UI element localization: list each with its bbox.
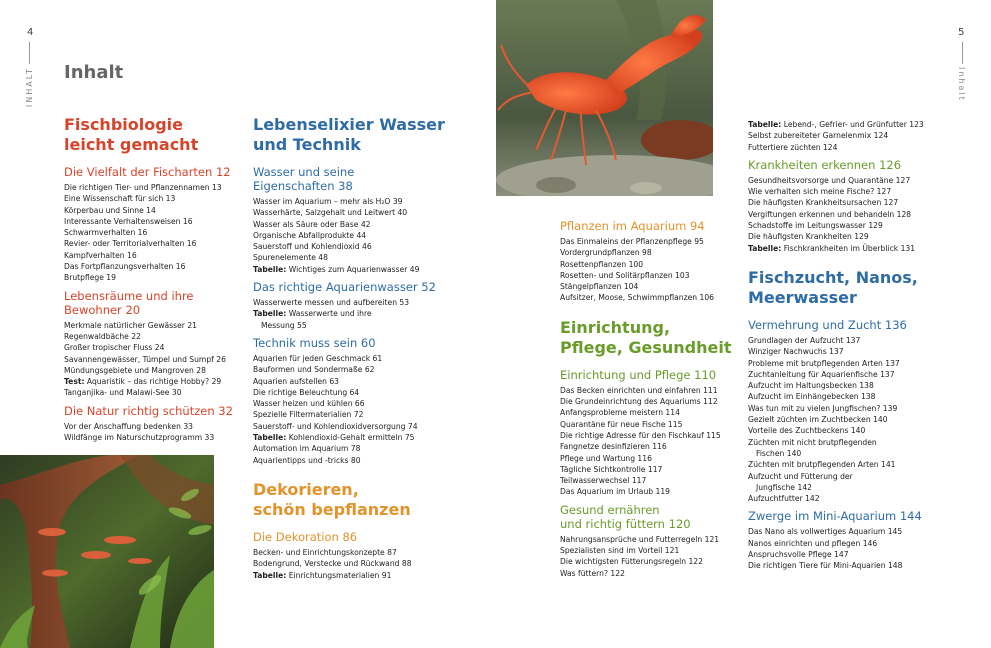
toc-entry — [64, 342, 249, 353]
running-head-right: Inhalt — [957, 67, 966, 102]
toc-entry-text: Bauformen und Sondermaße 62 — [253, 365, 375, 375]
toc-entry — [253, 308, 453, 319]
toc-entry — [560, 247, 745, 258]
toc-entry-text: Die häufigsten Krankheitsursachen 127 — [748, 198, 899, 208]
section-heading — [560, 368, 745, 382]
chapter-heading-line: Lebenselixier Wasser — [253, 115, 445, 134]
toc-entry — [64, 387, 249, 398]
toc-entry-text: Gezielt züchten im Zuchtbecken 140 — [748, 415, 888, 425]
chapter-heading — [253, 480, 453, 520]
toc-entry-text: Wasser im Aquarium – mehr als H₂O 39 — [253, 197, 403, 206]
toc-entry — [748, 493, 948, 504]
toc-entry — [560, 396, 745, 407]
toc-entry-text: Wasserwerte messen und aufbereiten 53 — [253, 298, 410, 308]
toc-entry-text: Tägliche Sichtkontrolle 117 — [560, 464, 663, 474]
toc-entry — [748, 526, 948, 537]
toc-entry — [253, 387, 453, 398]
toc-entry — [253, 421, 453, 432]
section-heading — [253, 336, 453, 350]
page-number-right: 5 — [958, 27, 965, 38]
toc-entry-text: Sauerstoff- und Kohlendioxidversorgung 74 — [253, 421, 418, 431]
toc-entry — [253, 398, 453, 409]
toc-entry-text: Aufsitzer, Moose, Schwimmpflanzen 106 — [560, 293, 715, 303]
toc-entry-text: Fischen 140 — [756, 448, 802, 458]
section-heading-line: Die Natur richtig schützen 32 — [64, 403, 233, 418]
page-title: Inhalt — [64, 62, 124, 83]
toc-entry — [748, 243, 948, 254]
chapter-heading-line: Fischbiologie — [64, 115, 184, 134]
toc-entry-text: Messung 55 — [261, 320, 307, 330]
toc-entry — [253, 570, 453, 581]
toc-entry-text: Zuchtanleitung für Aquarienfische 137 — [748, 369, 895, 379]
toc-entry-text: Die richtigen Tier- und Pflanzennamen 13 — [64, 183, 222, 192]
toc-entry — [64, 238, 249, 249]
toc-entry-text: Anfangsprobleme meistern 114 — [560, 408, 680, 418]
toc-entry-text: Aquarien für jeden Geschmack 61 — [253, 353, 383, 363]
toc-entry-text: Wasserhärte, Salzgehalt und Leitwert 40 — [253, 208, 408, 218]
toc-entry-text: Quarantäne für neue Fische 115 — [560, 419, 683, 429]
section-heading-line: Bewohner 20 — [64, 302, 141, 317]
section-heading — [253, 530, 453, 544]
toc-entry-text: Organische Abfallprodukte 44 — [253, 230, 367, 240]
toc-entry-text: Die wichtigsten Fütterungsregeln 122 — [560, 557, 703, 567]
section-heading — [748, 318, 948, 332]
toc-entry — [253, 547, 453, 558]
toc-entry-label: Tabelle: — [748, 243, 782, 253]
chapter-heading — [560, 318, 745, 358]
toc-entry-text: Vor der Anschaffung bedenken 33 — [64, 421, 193, 431]
toc-entry-text: Spezialisten sind im Vorteil 121 — [560, 546, 680, 556]
toc-entry — [253, 455, 453, 466]
toc-column-1 — [64, 115, 249, 443]
toc-entry — [560, 281, 745, 292]
toc-entry-text: Nanos einrichten und pflegen 146 — [748, 538, 878, 548]
toc-entry — [560, 545, 745, 556]
toc-entry-text: Mündungsgebiete und Mangroven 28 — [64, 365, 206, 375]
toc-entry — [64, 250, 249, 261]
toc-entry — [560, 464, 745, 475]
toc-entry — [64, 421, 249, 432]
section-heading — [64, 404, 249, 418]
toc-entry — [748, 119, 948, 130]
toc-entry — [560, 568, 745, 579]
toc-entry-label: Tabelle: — [253, 570, 287, 580]
toc-entry — [748, 459, 948, 470]
chapter-heading — [748, 268, 948, 308]
section-heading-line: Vermehrung und Zucht 136 — [748, 317, 907, 332]
toc-entry — [253, 252, 453, 263]
toc-entry — [64, 205, 249, 216]
running-head-left: INHALT — [25, 67, 34, 108]
toc-entry-text: Das Becken einrichten und einfahren 111 — [560, 385, 718, 395]
toc-entry — [253, 353, 453, 364]
toc-entry — [748, 482, 948, 493]
section-heading-line: Wasser und seine — [253, 165, 355, 179]
toc-entry-text: Schwarmverhalten 16 — [64, 228, 148, 238]
toc-entry — [560, 430, 745, 441]
toc-entry — [748, 403, 948, 414]
toc-entry-text: Was füttern? 122 — [560, 568, 625, 578]
section-heading-line: und richtig füttern 120 — [560, 516, 691, 531]
section-heading — [748, 158, 948, 172]
toc-entry-text: Vordergrundpflanzen 98 — [560, 248, 652, 258]
chapter-heading-line: und Technik — [253, 135, 361, 154]
toc-entry-label: Test: — [64, 377, 85, 387]
toc-entry — [748, 175, 948, 186]
toc-entry — [748, 380, 948, 391]
toc-entry-text: Vorteile des Zuchtbeckens 140 — [748, 426, 866, 436]
toc-entry-text: Die richtigen Tiere für Mini-Aquarien 148 — [748, 561, 903, 571]
toc-entry-text: Regenwaldbäche 22 — [64, 331, 141, 341]
toc-entry-label: Tabelle: — [253, 309, 287, 319]
section-heading-line: Das richtige Aquarienwasser 52 — [253, 280, 436, 295]
chapter-heading — [253, 115, 453, 155]
toc-entry-text: Aufzuchtfutter 142 — [748, 494, 820, 504]
toc-entry-text: Probleme mit brutpflegenden Arten 137 — [748, 358, 900, 368]
toc-entry-text: Wie verhalten sich meine Fische? 127 — [748, 187, 892, 197]
toc-entry — [64, 331, 249, 342]
toc-entry-text: Savannengewässer, Tümpel und Sumpf 26 — [64, 354, 226, 364]
chapter-heading-line: Fischzucht, Nanos, — [748, 267, 918, 287]
toc-entry-text: Die richtige Beleuchtung 64 — [253, 387, 360, 397]
chapter-heading-line: leicht gemacht — [64, 135, 199, 154]
toc-entry — [253, 196, 453, 207]
toc-entry-text: Brutpflege 19 — [64, 273, 116, 283]
toc-entry-text: Das Aquarium im Urlaub 119 — [560, 487, 670, 497]
toc-entry-text: Becken- und Einrichtungskonzepte 87 — [253, 547, 397, 557]
toc-entry — [748, 425, 948, 436]
toc-entry — [748, 231, 948, 242]
toc-entry-text: Futtertiere züchten 124 — [748, 142, 838, 152]
toc-entry-text: Interessante Verhaltensweisen 16 — [64, 216, 193, 226]
chapter-heading-line: Dekorieren, — [253, 479, 359, 499]
toc-entry-text: Kohlendioxid-Gehalt ermitteln 75 — [286, 433, 415, 443]
chapter-heading-line: Meerwasser — [748, 287, 857, 307]
crayfish-photo — [496, 0, 713, 196]
toc-entry-text: Körperbau und Sinne 14 — [64, 205, 156, 215]
toc-entry — [560, 259, 745, 270]
toc-entry — [748, 130, 948, 141]
toc-entry — [64, 193, 249, 204]
toc-entry-text: Merkmale natürlicher Gewässer 21 — [64, 320, 197, 330]
toc-entry — [560, 534, 745, 545]
toc-entry — [560, 556, 745, 567]
toc-entry-text: Lebend-, Gefrier- und Grünfutter 123 — [781, 120, 924, 129]
toc-column-3 — [560, 214, 745, 579]
toc-entry-text: Züchten mit nicht brutpflegenden — [748, 437, 877, 447]
toc-entry — [64, 182, 249, 193]
toc-column-4 — [748, 119, 948, 572]
toc-entry-text: Revier- oder Territorialverhalten 16 — [64, 239, 197, 249]
toc-entry — [560, 407, 745, 418]
toc-entry — [748, 549, 948, 560]
section-heading-line: Zwerge im Mini-Aquarium 144 — [748, 509, 922, 524]
toc-entry — [253, 230, 453, 241]
section-heading — [748, 509, 948, 523]
section-heading-line: Einrichtung und Pflege 110 — [560, 367, 717, 382]
section-heading — [64, 165, 249, 179]
toc-entry — [748, 209, 948, 220]
toc-entry — [253, 409, 453, 420]
divider-left — [29, 42, 30, 64]
toc-entry-text: Wildfänge im Naturschutzprogramm 33 — [64, 433, 215, 443]
toc-entry-label: Tabelle: — [748, 120, 782, 129]
toc-entry-text: Stängelpflanzen 104 — [560, 282, 639, 292]
chapter-heading-line: schön bepflanzen — [253, 499, 411, 519]
page-number-left: 4 — [27, 27, 34, 38]
section-heading-line: Lebensräume und ihre — [64, 288, 194, 303]
toc-entry-text: Wichtiges zum Aquarienwasser 49 — [286, 264, 420, 274]
toc-entry — [64, 432, 249, 443]
toc-entry-text: Automation im Aquarium 78 — [253, 444, 361, 454]
toc-entry-label: Tabelle: — [253, 433, 287, 443]
toc-entry-text: Kampfverhalten 16 — [64, 250, 137, 260]
toc-entry — [64, 216, 249, 227]
toc-entry — [560, 236, 745, 247]
toc-entry-text: Das Nano als vollwertiges Aquarium 145 — [748, 527, 903, 537]
toc-entry-text: Sauerstoff und Kohlendioxid 46 — [253, 242, 372, 252]
toc-entry — [560, 486, 745, 497]
toc-entry — [253, 320, 453, 331]
toc-entry-text: Wasserwerte und ihre — [286, 309, 372, 319]
toc-entry — [748, 220, 948, 231]
toc-entry-text: Fangnetze desinfizieren 116 — [560, 442, 667, 452]
toc-entry-text: Spurenelemente 48 — [253, 253, 328, 263]
toc-entry-text: Das Einmaleins der Pflanzenpflege 95 — [560, 237, 704, 246]
section-heading-line: Die Vielfalt der Fischarten 12 — [64, 165, 231, 179]
toc-entry-text: Das Fortpflanzungsverhalten 16 — [64, 262, 186, 272]
toc-entry-text: Aquarientipps und -tricks 80 — [253, 455, 361, 465]
toc-entry-text: Züchten mit brutpflegenden Arten 141 — [748, 460, 896, 470]
toc-entry-text: Selbst zubereiteter Garnelenmix 124 — [748, 131, 889, 141]
toc-entry — [64, 272, 249, 283]
toc-entry-text: Rosetten- und Solitärpflanzen 103 — [560, 270, 690, 280]
section-heading — [253, 165, 453, 193]
toc-entry-text: Einrichtungsmaterialien 91 — [286, 570, 392, 580]
toc-entry — [560, 419, 745, 430]
toc-entry-text: Großer tropischer Fluss 24 — [64, 343, 165, 353]
toc-entry — [253, 297, 453, 308]
toc-entry-text: Gesundheitsvorsorge und Quarantäne 127 — [748, 175, 911, 185]
toc-entry-text: Pflege und Wartung 116 — [560, 453, 652, 463]
toc-entry-text: Wasser als Säure oder Base 42 — [253, 219, 371, 229]
toc-entry — [64, 376, 249, 387]
chapter-heading-line: Pflege, Gesundheit — [560, 337, 732, 357]
toc-entry — [253, 376, 453, 387]
toc-entry-text: Eine Wissenschaft für sich 13 — [64, 194, 176, 204]
toc-entry — [253, 207, 453, 218]
toc-entry — [253, 432, 453, 443]
toc-entry — [748, 369, 948, 380]
toc-entry — [560, 292, 745, 303]
toc-entry — [253, 443, 453, 454]
toc-entry — [560, 475, 745, 486]
toc-entry — [64, 365, 249, 376]
toc-entry-label: Tabelle: — [253, 264, 287, 274]
toc-entry — [253, 558, 453, 569]
toc-entry — [748, 414, 948, 425]
section-heading-line: Pflanzen im Aquarium 94 — [560, 219, 705, 233]
toc-entry-text: Teilwasserwechsel 117 — [560, 476, 647, 486]
toc-entry-text: Die häufigsten Krankheiten 129 — [748, 232, 869, 242]
section-heading — [253, 280, 453, 294]
section-heading — [560, 503, 745, 531]
toc-entry-text: Vergiftungen erkennen und behandeln 128 — [748, 209, 912, 219]
toc-entry-text: Rosettenpflanzen 100 — [560, 259, 644, 269]
toc-entry — [748, 358, 948, 369]
toc-entry — [748, 335, 948, 346]
toc-entry — [64, 227, 249, 238]
toc-entry-text: Die richtige Adresse für den Fischkauf 115 — [560, 430, 721, 440]
toc-entry-text: Nahrungsansprüche und Futterregeln 121 — [560, 534, 720, 544]
section-heading-line: Gesund ernähren — [560, 502, 660, 517]
section-heading-line: Die Dekoration 86 — [253, 529, 358, 544]
aquarium-fish-photo — [0, 455, 214, 648]
toc-entry — [748, 538, 948, 549]
toc-entry — [748, 346, 948, 357]
toc-entry-text: Was tun mit zu vielen Jungfischen? 139 — [748, 403, 898, 413]
toc-entry-text: Aquarien aufstellen 63 — [253, 376, 340, 386]
toc-entry — [748, 186, 948, 197]
toc-column-2 — [253, 115, 453, 581]
toc-entry — [748, 448, 948, 459]
toc-entry-text: Tanganjika- und Malawi-See 30 — [64, 388, 182, 398]
toc-entry — [560, 270, 745, 281]
toc-entry-text: Jungfische 142 — [756, 482, 812, 492]
section-heading-line: Technik muss sein 60 — [253, 335, 376, 350]
toc-entry-text: Anspruchsvolle Pflege 147 — [748, 550, 849, 560]
toc-entry — [748, 471, 948, 482]
section-heading-line: Krankheiten erkennen 126 — [748, 157, 902, 172]
toc-entry-text: Aufzucht im Einhängebecken 138 — [748, 392, 876, 402]
toc-entry — [748, 560, 948, 571]
chapter-heading — [64, 115, 249, 155]
toc-entry — [253, 219, 453, 230]
toc-entry-text: Spezielle Filtermaterialien 72 — [253, 410, 364, 420]
toc-entry — [748, 391, 948, 402]
toc-entry — [748, 437, 948, 448]
toc-entry — [64, 320, 249, 331]
toc-entry — [560, 453, 745, 464]
toc-entry — [748, 142, 948, 153]
toc-entry-text: Aquaristik – das richtige Hobby? 29 — [84, 377, 222, 387]
toc-entry-text: Schadstoffe im Leitungswasser 129 — [748, 221, 883, 231]
toc-entry-text: Aufzucht und Fütterung der — [748, 471, 853, 481]
toc-entry-text: Wasser heizen und kühlen 66 — [253, 399, 365, 409]
toc-entry-text: Winziger Nachwuchs 137 — [748, 347, 844, 357]
toc-entry — [253, 241, 453, 252]
toc-entry — [560, 441, 745, 452]
toc-entry — [64, 354, 249, 365]
toc-entry-text: Aufzucht im Haltungsbecken 138 — [748, 381, 874, 391]
toc-entry-text: Die Grundeinrichtung des Aquariums 112 — [560, 397, 718, 407]
toc-entry-text: Bodengrund, Verstecke und Rückwand 88 — [253, 559, 412, 569]
toc-entry — [253, 364, 453, 375]
section-heading — [64, 289, 249, 317]
section-heading-line: Eigenschaften 38 — [253, 179, 353, 193]
toc-entry — [253, 264, 453, 275]
toc-entry-text: Fischkrankheiten im Überblick 131 — [781, 243, 916, 253]
section-heading — [560, 219, 745, 233]
toc-entry — [748, 197, 948, 208]
chapter-heading-line: Einrichtung, — [560, 317, 671, 337]
toc-entry-text: Grundlagen der Aufzucht 137 — [748, 335, 861, 345]
divider-right — [962, 42, 963, 64]
toc-entry — [560, 385, 745, 396]
toc-entry — [64, 261, 249, 272]
